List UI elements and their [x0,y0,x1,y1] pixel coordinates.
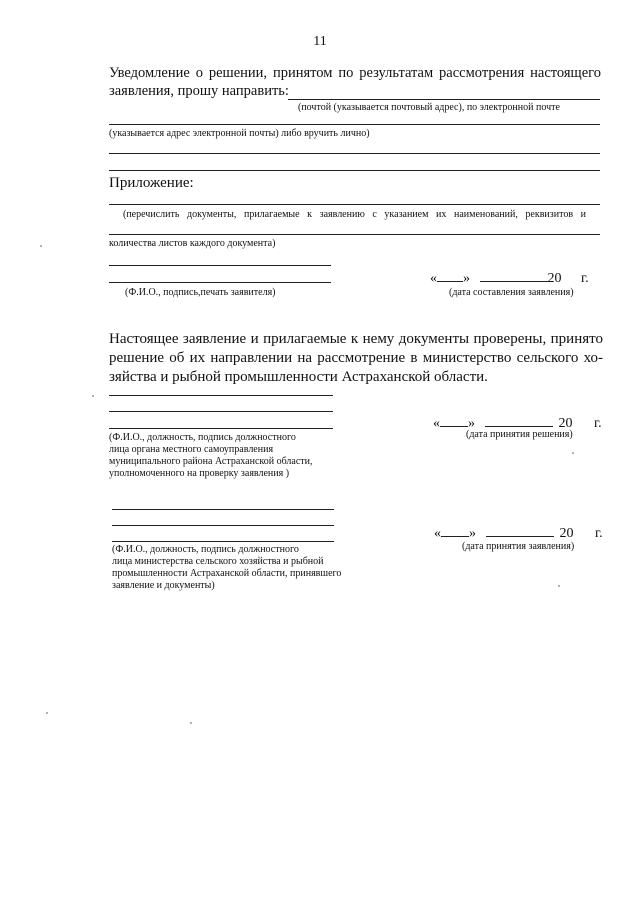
day-blank[interactable] [441,522,469,537]
acceptance-date-field[interactable] [434,522,603,542]
signature-line[interactable] [109,395,333,396]
blank-line[interactable] [109,153,600,154]
delivery-method-field[interactable] [288,99,600,100]
year-prefix: 20 [547,271,562,286]
year-suffix: г. [594,416,602,431]
application-date-field[interactable] [430,267,589,287]
official1-caption-4: уполномоченного на проверку заявления ) [109,468,290,479]
appendix-field[interactable] [109,204,600,205]
official1-caption-2: лица органа местного самоуправления [109,444,274,455]
delivery-hint-1: (почтой (указывается почтовый адрес), по электронной почте [298,102,560,113]
decision-date-caption: (дата принятия решения) [466,429,573,440]
applicant-signature-caption: (Ф.И.О., подпись,печать заявителя) [125,287,276,298]
month-blank[interactable] [480,267,548,282]
appendix-title: Приложение: [109,175,194,191]
year-prefix: 20 [558,416,573,431]
official1-caption-3: муниципального района Астраханской области, [109,456,313,467]
official1-caption-1: (Ф.И.О., должность, подпись должностного [109,432,296,443]
scan-speck [46,712,48,714]
scan-speck [92,395,94,397]
scan-speck [558,585,560,587]
date-close-quote: » [463,271,470,286]
date-close-quote: » [469,526,476,541]
appendix-field-2[interactable] [109,234,600,235]
verification-line-1: Настоящее заявление и прилагаемые к нему документы проверены, принято [109,331,603,347]
signature-line[interactable] [109,428,333,429]
appendix-hint-2: количества листов каждого документа) [109,238,276,249]
date-close-quote: » [468,416,475,431]
official2-caption-2: лица министерства сельского хозяйства и рыбной [112,556,324,567]
verification-line-2: решение об их направлении на рассмотрение в министерство сельского хо- [109,350,603,366]
scan-speck [572,452,574,454]
delivery-method-field-2[interactable] [109,124,600,125]
year-suffix: г. [595,526,603,541]
signature-line[interactable] [109,411,333,412]
date-open-quote: « [430,271,437,286]
scan-speck [40,245,42,247]
year-prefix: 20 [559,526,574,541]
verification-line-3: зяйства и рыбной промышленности Астраханской области. [109,369,488,385]
official2-caption-1: (Ф.И.О., должность, подпись должностного [112,544,299,555]
signature-line[interactable] [112,525,334,526]
signature-line[interactable] [109,282,331,283]
year-suffix: г. [581,271,589,286]
application-date-caption: (дата составления заявления) [449,287,574,298]
day-blank[interactable] [437,267,463,282]
delivery-hint-2: (указывается адрес электронной почты) либо вручить лично) [109,128,370,139]
day-blank[interactable] [440,412,468,427]
blank-line[interactable] [109,170,600,171]
official2-caption-4: заявление и документы) [112,580,215,591]
signature-line[interactable] [112,541,334,542]
signature-line[interactable] [109,265,331,266]
scan-speck [190,722,192,724]
date-open-quote: « [433,416,440,431]
official2-caption-3: промышленности Астраханской области, принявшего [112,568,342,579]
date-open-quote: « [434,526,441,541]
acceptance-date-caption: (дата принятия заявления) [462,541,575,552]
signature-line[interactable] [112,509,334,510]
appendix-hint-1: (перечислить документы, прилагаемые к заявлению с указанием их наименований, реквизитов и [123,209,586,220]
page-number: 11 [313,34,327,49]
notification-line-1: Уведомление о решении, принятом по результатам рассмотрения настоящего [109,65,601,81]
month-blank[interactable] [485,412,553,427]
month-blank[interactable] [486,522,554,537]
notification-line-2: заявления, прошу направить: [109,83,289,99]
